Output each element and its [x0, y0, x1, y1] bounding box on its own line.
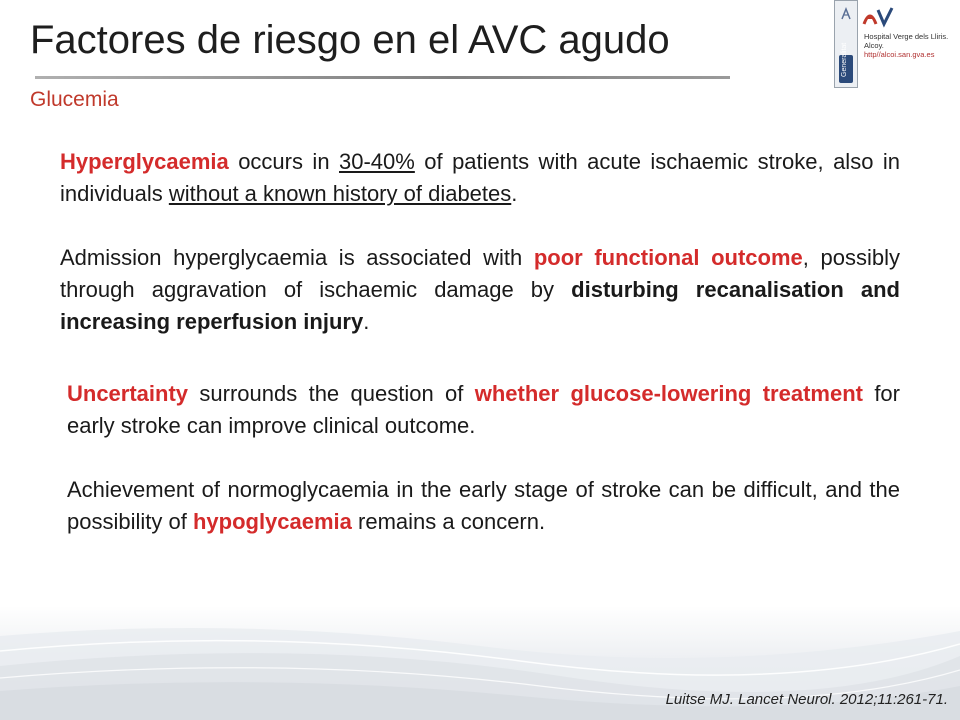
hospital-name: Hospital Verge dels Lliris. [864, 32, 949, 41]
emphasis-no-diabetes: without a known history of diabetes [168, 181, 512, 206]
paragraph-hyperglycaemia-incidence [60, 146, 900, 210]
paragraph-uncertainty [67, 378, 900, 442]
text-span: surrounds the question of [188, 381, 475, 406]
slide-title: Factores de riesgo en el AVC agudo [30, 18, 670, 62]
generalitat-badge [839, 42, 853, 83]
hospital-url-link[interactable]: http//alcoi.san.gva.es [864, 50, 935, 59]
hospital-city: Alcoy. [864, 41, 884, 50]
emphasis-mechanism: disturbing recanalisation and increasing reperfusion injury [60, 277, 900, 334]
hospital-logo [834, 0, 960, 90]
stat-percentage: 30-40% [339, 149, 415, 174]
text-span: , possibly through aggravation of ischaemic damage by [60, 245, 900, 302]
generalitat-logo-bar [834, 0, 858, 88]
text-span: remains a concern. [351, 509, 546, 534]
term-poor-outcome: poor functional outcome [533, 245, 803, 270]
term-hyperglycaemia: Hyperglycaemia [60, 149, 229, 174]
text-span: of patients with acute ischaemic stroke, also in individuals [60, 149, 900, 206]
text-span: Admission hyperglycaemia is associated with [60, 245, 534, 270]
slide-subtitle: Glucemia [30, 88, 119, 111]
text-span: . [363, 309, 370, 334]
generalitat-badge-text: Generalitat [841, 42, 848, 77]
paragraph-normoglycaemia [67, 474, 900, 538]
agencia-valenciana-logo-icon [862, 4, 898, 28]
title-divider [35, 76, 730, 79]
text-span: Achievement of normoglycaemia in the early stage of stroke can be difficult, and the possibility of [67, 477, 900, 534]
hospital-info [864, 32, 948, 59]
term-glucose-lowering: whether glucose-lowering treatment [474, 381, 863, 406]
term-uncertainty: Uncertainty [67, 381, 189, 406]
text-span: occurs in [228, 149, 339, 174]
text-span: for early stroke can improve clinical outcome. [67, 381, 900, 438]
logo-emblem-icon [840, 7, 852, 21]
paragraph-admission-hyperglycaemia [60, 242, 900, 338]
reference-citation: Luitse MJ. Lancet Neurol. 2012;11:261-71. [665, 691, 948, 708]
text-span: . [511, 181, 518, 206]
term-hypoglycaemia: hypoglycaemia [192, 509, 352, 534]
